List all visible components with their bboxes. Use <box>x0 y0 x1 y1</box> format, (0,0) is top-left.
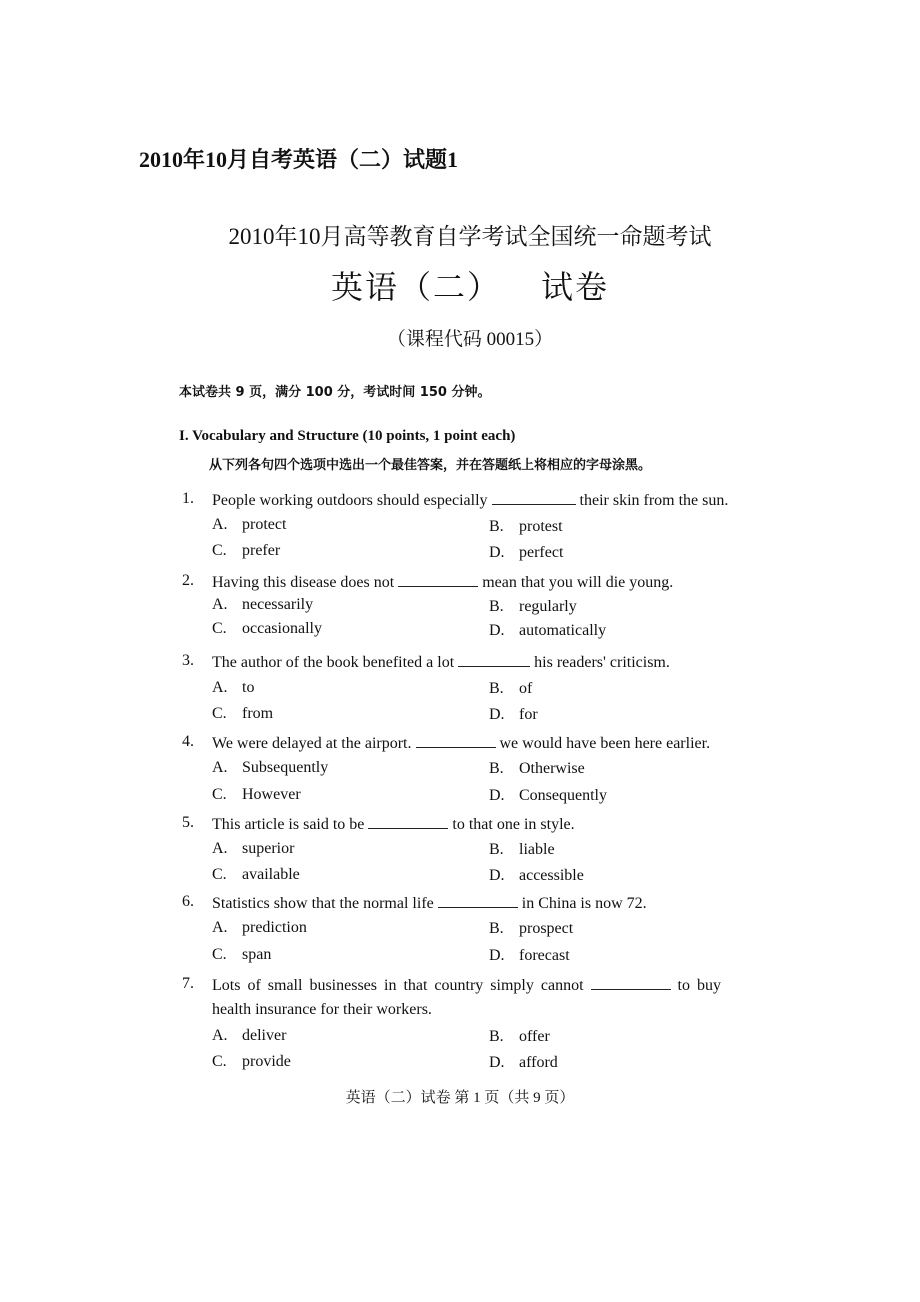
option-b: B. prospect <box>489 920 574 937</box>
answer-blank <box>458 652 530 667</box>
question-text-after: we would have been here earlier. <box>499 735 711 752</box>
option-d: D. accessible <box>489 867 584 884</box>
option-a: A. deliver <box>212 1027 287 1044</box>
question-text-before: Lots of small businesses in that country simply cannot <box>212 977 584 994</box>
question-text-before: We were delayed at the airport. <box>212 735 412 752</box>
question-text-after: in China is now 72. <box>521 895 647 912</box>
exam-subject-heading <box>0 262 920 308</box>
option-c: C. provide <box>212 1053 291 1070</box>
answer-blank <box>368 814 448 829</box>
option-b: B. of <box>489 680 533 697</box>
option-b: B. liable <box>489 841 555 858</box>
section-title: I. Vocabulary and Structure (10 points, 1 point each) <box>179 428 516 444</box>
option-d: D. for <box>489 706 538 723</box>
question-text-after: mean that you will die young. <box>482 574 674 591</box>
option-b: B. Otherwise <box>489 760 585 777</box>
answer-blank <box>416 733 496 748</box>
exam-notice: 本试卷共 9 页，满分 100 分，考试时间 150 分钟。 <box>179 385 491 400</box>
option-a: A. to <box>212 679 255 696</box>
option-d: D. Consequently <box>489 787 607 804</box>
option-d: D. forecast <box>489 947 570 964</box>
question-text-before: This article is said to be <box>212 816 365 833</box>
option-b: B. regularly <box>489 598 577 615</box>
question-text-before: The author of the book benefited a lot <box>212 654 455 671</box>
option-c: C. occasionally <box>212 620 322 637</box>
option-c: C. from <box>212 705 274 722</box>
question-number: 4. <box>182 733 194 750</box>
option-a: A. prediction <box>212 919 307 936</box>
page-footer: 英语（二）试卷 第 1 页（共 9 页） <box>345 1090 575 1106</box>
option-d: D. perfect <box>489 544 564 561</box>
exam-subject: 英语（二） <box>330 269 501 305</box>
question-text-before: People working outdoors should especially <box>212 492 488 509</box>
section-instruction: 从下列各句四个选项中选出一个最佳答案，并在答题纸上将相应的字母涂黑。 <box>209 458 652 473</box>
document-title: 2010年10月自考英语（二）试题1 <box>139 147 459 172</box>
question-text-before: Statistics show that the normal life <box>212 895 434 912</box>
answer-blank <box>398 572 478 587</box>
question-text-after: his readers' criticism. <box>534 654 670 671</box>
option-c: C. However <box>212 786 301 803</box>
option-b: B. protest <box>489 518 563 535</box>
option-a: A. necessarily <box>212 596 314 613</box>
question-number: 7. <box>182 975 194 992</box>
course-code: （课程代码 00015） <box>386 329 554 350</box>
question-text-after: to that one in style. <box>452 816 575 833</box>
option-a: A. protect <box>212 516 287 533</box>
option-c: C. available <box>212 866 300 883</box>
option-a: A. Subsequently <box>212 759 329 776</box>
answer-blank <box>492 490 576 505</box>
answer-blank <box>591 975 671 990</box>
question-number: 5. <box>182 814 194 831</box>
question-number: 1. <box>182 490 194 507</box>
question-text-after: to buy <box>677 977 721 994</box>
option-a: A. superior <box>212 840 295 857</box>
option-b: B. offer <box>489 1028 550 1045</box>
question-7-continuation: health insurance for their workers. <box>212 1001 432 1018</box>
exam-header-line: 2010年10月高等教育自学考试全国统一命题考试 <box>228 224 712 249</box>
question-text-before: Having this disease does not <box>212 574 395 591</box>
question-text-after: their skin from the sun. <box>579 492 729 509</box>
question-number: 6. <box>182 893 194 910</box>
option-d: D. afford <box>489 1054 558 1071</box>
exam-paper-label: 试卷 <box>541 269 610 305</box>
option-d: D. automatically <box>489 622 607 639</box>
question-number: 2. <box>182 572 194 589</box>
answer-blank <box>438 893 518 908</box>
option-c: C. span <box>212 946 272 963</box>
question-number: 3. <box>182 652 194 669</box>
option-c: C. prefer <box>212 542 281 559</box>
